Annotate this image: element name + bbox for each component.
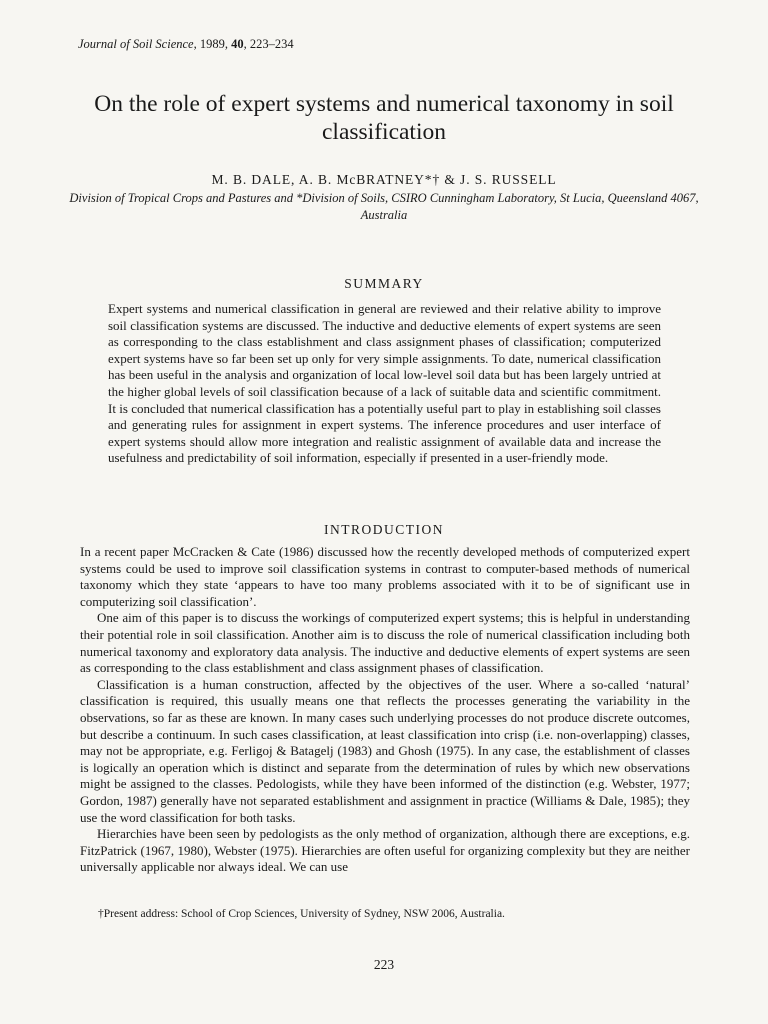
summary-heading: SUMMARY xyxy=(344,276,424,291)
page-number: 223 xyxy=(373,957,395,972)
introduction-heading: INTRODUCTION xyxy=(324,522,444,537)
paper-title: On the role of expert systems and numerical taxonomy in soil classification xyxy=(94,91,674,145)
journal-name: Journal of Soil Science xyxy=(78,37,194,51)
journal-pages: , 223–234 xyxy=(243,37,294,51)
intro-paragraph: In a recent paper McCracken & Cate (1986) discussed how the recently developed methods of computerized expert systems could be used to improve soil classification systems in contrast to computer-based methods of numerical taxonomy which they state ‘appears to have too many problems associated with it to be of significant use in computerizing soil classification’. xyxy=(80,544,690,609)
journal-citation xyxy=(78,37,294,52)
journal-year: , 1989, xyxy=(193,37,232,51)
intro-paragraph: One aim of this paper is to discuss the workings of computerized expert systems; this is helpful in understanding their potential role in soil classification. Another aim is to discuss the role of numerical classification including both numerical taxonomy and exploratory data analysis. The inductive and deductive elements of expert systems are seen as corresponding to the class establishment and class assignment phases of classification. xyxy=(80,610,690,676)
journal-volume: 40 xyxy=(231,37,244,51)
intro-paragraph: Hierarchies have been seen by pedologists as the only method of organization, although there are exceptions, e.g. FitzPatrick (1967, 1980), Webster (1975). Hierarchies are often useful for organizing complexity but they are neither universally applicable nor always ideal. We can use xyxy=(80,826,690,875)
author-affiliation: Division of Tropical Crops and Pastures and *Division of Soils, CSIRO Cunningham Laboratory, St Lucia, Queensland 4067, Australia xyxy=(69,191,699,222)
summary-text: Expert systems and numerical classification in general are reviewed and their relative ability to improve soil classification systems are discussed. The inductive and deductive elements of expert systems are seen as corresponding to the class establishment and class assignment phases of classification; computerized expert systems have so far been set up only for very simple assignments. To date, numerical classification has been useful in the analysis and organization of local low-level soil data but has been largely untried at the higher global levels of soil classification because of a lack of suitable data and scientific commitment. It is concluded that numerical classification has a potentially useful part to play in establishing soil classes and generating rules for assignment in expert systems. The inference procedures and user interface of expert systems should allow more integration and realistic assignment of available data and increase the usefulness and predictability of soil information, especially if presented in a user-friendly mode. xyxy=(108,301,661,466)
introduction-body xyxy=(80,544,690,876)
paper-authors: M. B. DALE, A. B. McBRATNEY*† & J. S. RUSSELL xyxy=(211,172,557,187)
intro-paragraph: Classification is a human construction, affected by the objectives of the user. Where a so-called ‘natural’ classification is required, this usually means one that reflects the processes generating the variability in the observations, so far as these are known. In many cases such underlying processes do not produce discrete outcomes, but describe a continuum. In such cases classification, at least classification into crisp (i.e. non-overlapping) classes, may not be appropriate, e.g. Ferligoj & Batagelj (1983) and Ghosh (1975). In any case, the establishment of classes is logically an operation which is distinct and separate from the determination of rules by which new observations might be assigned to the classes. Pedologists, while they have been informed of the distinction (e.g. Webster, 1977; Gordon, 1987) generally have not separated establishment and assignment in practice (Williams & Dale, 1985); they use the word classification for both tasks. xyxy=(80,676,690,825)
footnote: †Present address: School of Crop Sciences, University of Sydney, NSW 2006, Australia. xyxy=(98,908,505,920)
